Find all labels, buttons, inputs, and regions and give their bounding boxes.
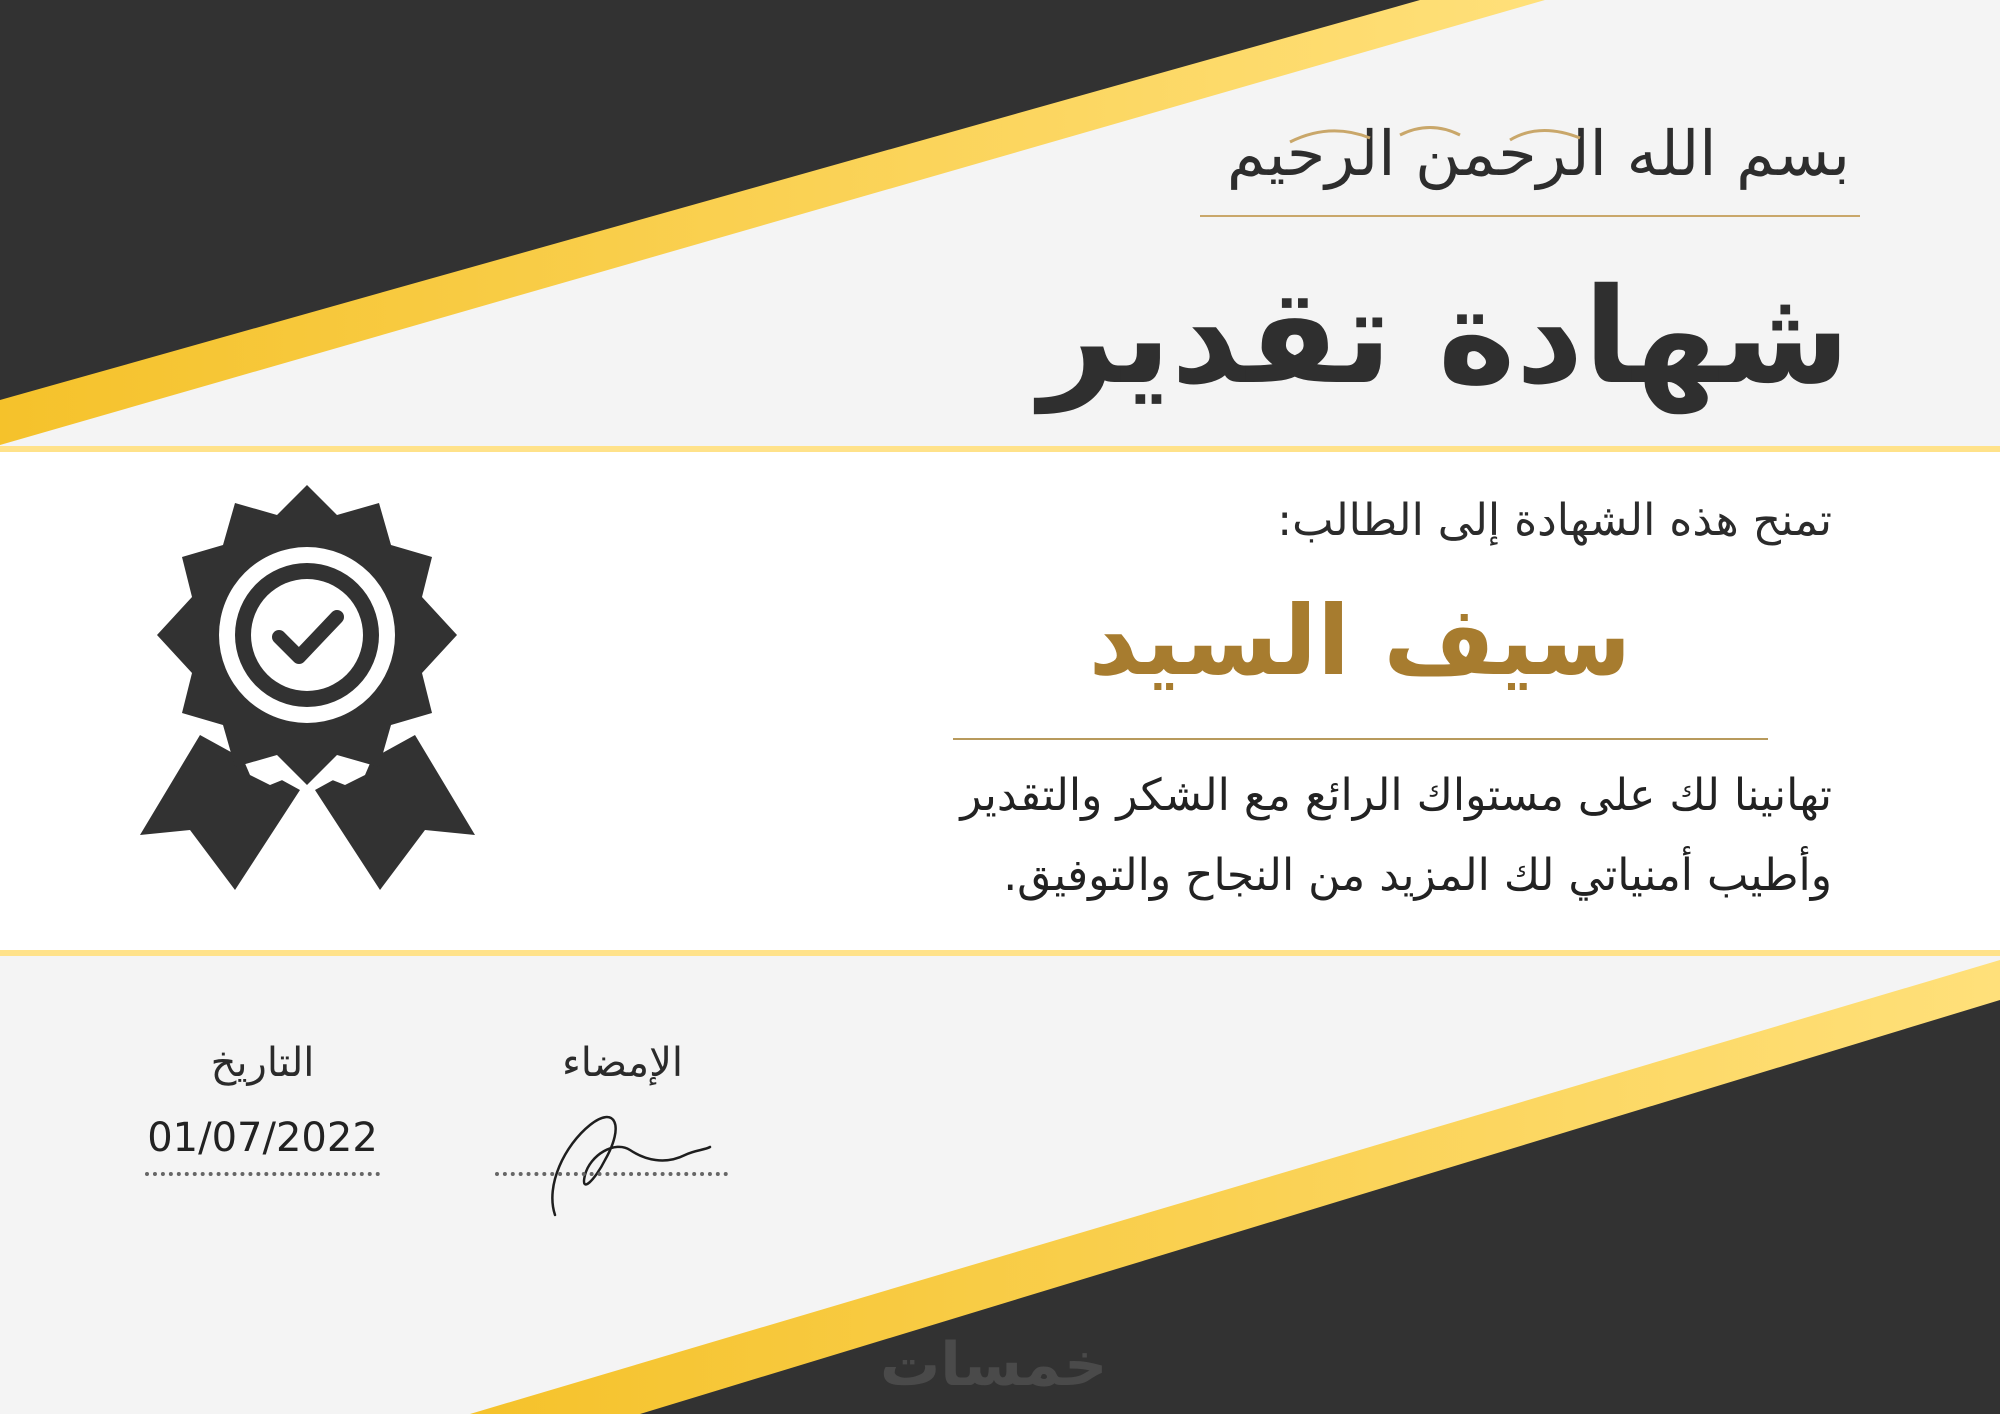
signature-line xyxy=(495,1172,728,1176)
bottom-band-border xyxy=(0,950,2000,956)
bismillah-text: بسم الله الرحمن الرحيم xyxy=(1226,117,1850,190)
message-line-1: تهانينا لك على مستواك الرائع مع الشكر والتقدير xyxy=(960,770,1832,821)
signature-label: الإمضاء xyxy=(561,1040,684,1086)
date-line xyxy=(145,1172,380,1176)
message-line-2: وأطيب أمنياتي لك المزيد من النجاح والتوفيق. xyxy=(1003,850,1832,901)
top-band-border xyxy=(0,446,2000,452)
watermark-logo: خمسات xyxy=(880,1330,1108,1400)
recipient-name: سيف السيد xyxy=(1088,585,1632,697)
name-underline xyxy=(953,738,1768,740)
bismillah-calligraphy xyxy=(1200,80,1860,220)
grant-line: تمنح هذه الشهادة إلى الطالب: xyxy=(1277,495,1832,546)
bismillah-underline xyxy=(1200,215,1860,217)
date-value: 01/07/2022 xyxy=(147,1115,378,1161)
certificate-title: شهادة تقدير xyxy=(1039,260,1850,414)
date-label: التاريخ xyxy=(210,1040,315,1086)
handwritten-signature xyxy=(545,1105,715,1220)
award-ribbon-check-icon xyxy=(140,485,475,890)
